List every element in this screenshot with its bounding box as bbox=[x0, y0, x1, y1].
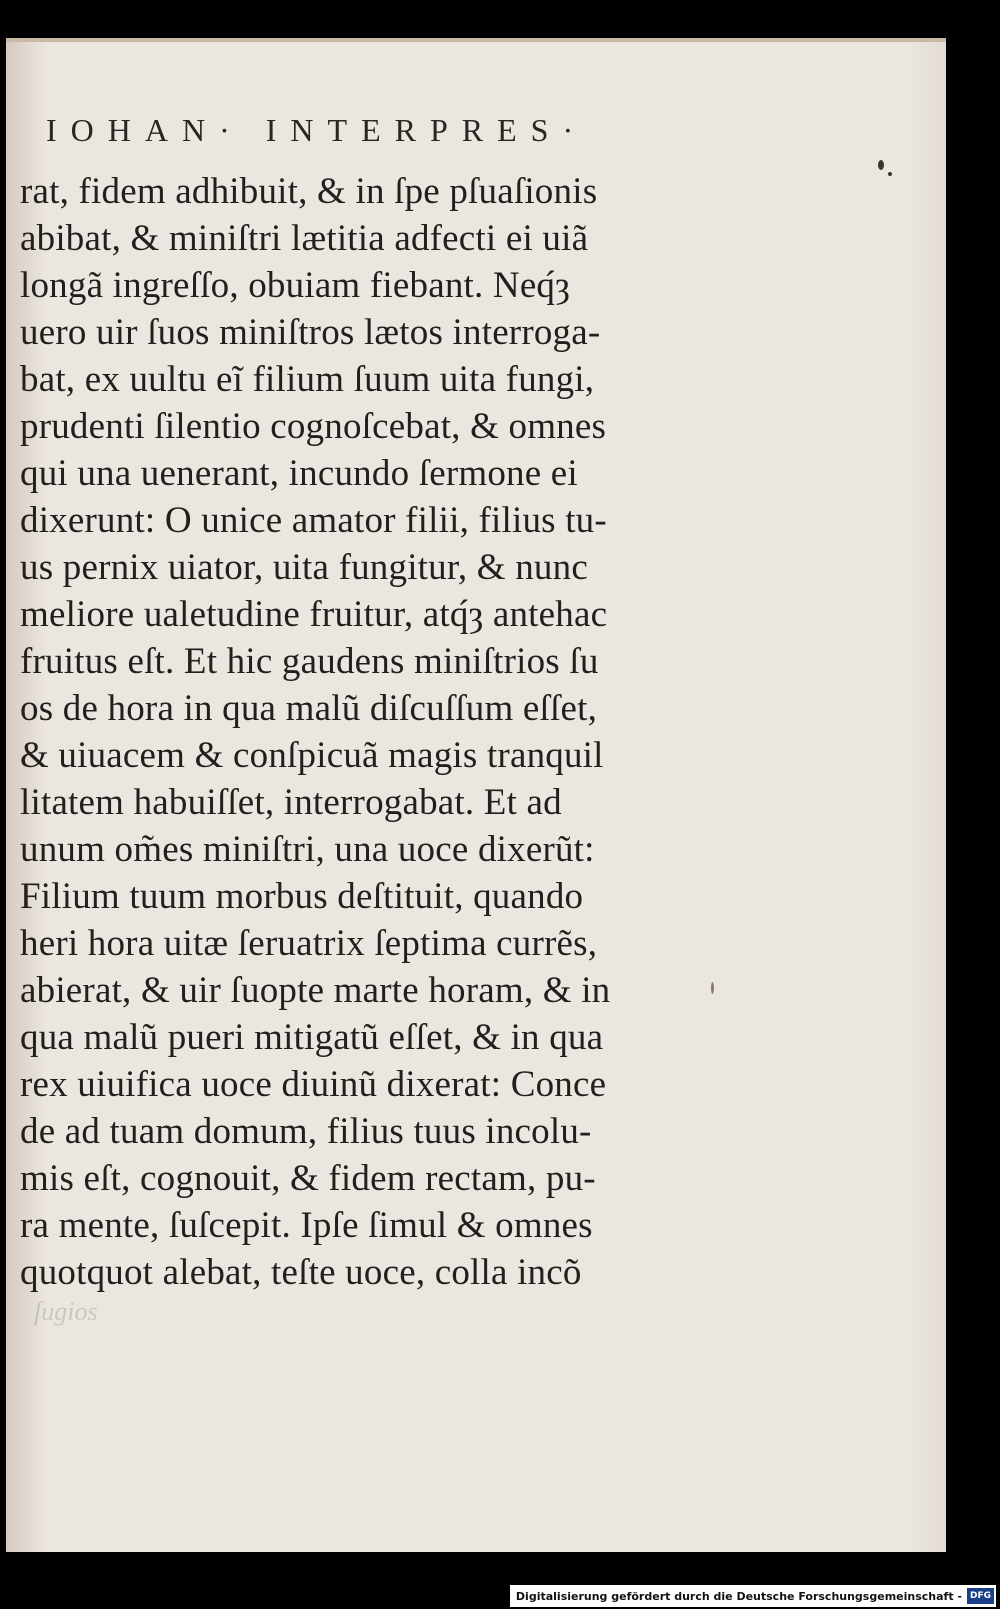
text-line: rat, fidem adhibuit, & in ſpe pſuaſionis bbox=[20, 171, 598, 212]
text-line: quotquot alebat, teſte uoce, colla incõ bbox=[20, 1252, 582, 1293]
book-page bbox=[6, 38, 946, 1552]
footer-credit-text: Digitalisierung gefördert durch die Deutsche Forschungsgemeinschaft - bbox=[515, 1589, 962, 1603]
text-line: abibat, & miniſtri lætitia adfecti ei uiã bbox=[20, 218, 589, 259]
text-line: unum om̃es miniſtri, una uoce dixerũt: bbox=[20, 829, 595, 870]
text-line: qui una uenerant, incundo ſermone ei bbox=[20, 453, 578, 494]
text-line: bat, ex uultu eĩ filium ſuum uita fungi, bbox=[20, 359, 595, 400]
text-line: de ad tuam domum, filius tuus incolu- bbox=[20, 1111, 592, 1152]
text-line: abierat, & uir ſuopte marte horam, & in bbox=[20, 970, 611, 1011]
catchword: ſugios bbox=[34, 1297, 98, 1326]
text-line: qua malũ pueri mitigatũ eſſet, & in qua bbox=[20, 1017, 604, 1058]
text-line: fruitus eſt. Et hic gaudens miniſtrios ſu bbox=[20, 641, 599, 682]
text-line: uero uir ſuos miniſtros lætos interroga- bbox=[20, 312, 601, 353]
text-line: dixerunt: O unice amator filii, filius tu- bbox=[20, 500, 607, 541]
body-text bbox=[20, 168, 680, 1296]
dfg-logo: DFG bbox=[967, 1588, 994, 1604]
text-line: us pernix uiator, uita fungitur, & nunc bbox=[20, 547, 588, 588]
text-line: Filium tuum morbus deſtituit, quando bbox=[20, 876, 584, 917]
text-line: heri hora uitæ ſeruatrix ſeptima currẽs, bbox=[20, 923, 598, 964]
text-line: longã ingreſſo, obuiam fiebant. Neq́ȝ bbox=[20, 265, 570, 306]
text-line: litatem habuiſſet, interrogabat. Et ad bbox=[20, 782, 562, 823]
text-line: ra mente, ſuſcepit. Ipſe ſimul & omnes bbox=[20, 1205, 593, 1246]
ink-speck bbox=[711, 982, 714, 994]
text-line: & uiuacem & conſpicuã magis tranquil bbox=[20, 735, 604, 776]
text-line: meliore ualetudine fruitur, atq́ȝ antehac bbox=[20, 594, 608, 635]
text-line: os de hora in qua malũ diſcuſſum eſſet, bbox=[20, 688, 598, 729]
text-line: prudenti ſilentio cognoſcebat, & omnes bbox=[20, 406, 607, 447]
text-line: rex uiuifica uoce diuinũ dixerat: Conce bbox=[20, 1064, 607, 1105]
ink-speck bbox=[878, 160, 884, 170]
text-line: mis eſt, cognouit, & fidem rectam, pu- bbox=[20, 1158, 596, 1199]
ink-speck bbox=[888, 172, 892, 176]
running-head: IOHAN· INTERPRES· bbox=[46, 112, 588, 148]
digitization-footer bbox=[510, 1585, 996, 1607]
